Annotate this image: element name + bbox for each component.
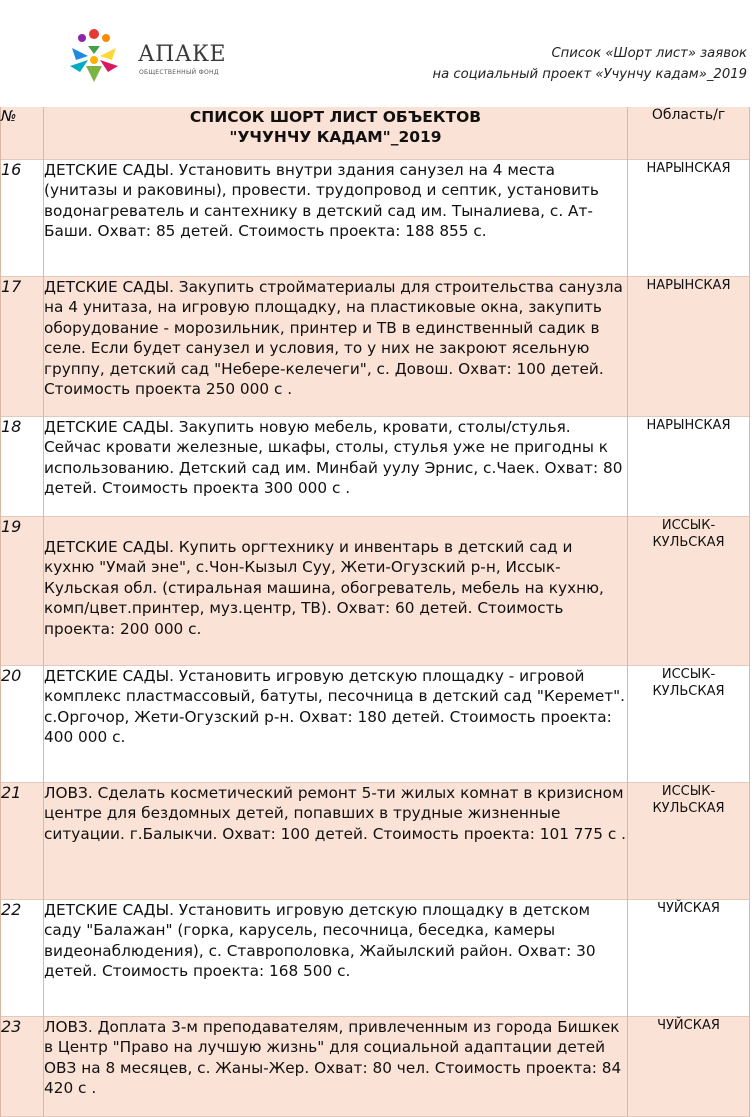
- row-description: ДЕТСКИЕ САДЫ. Установить игровую детскую площадку в детском саду "Балажан" (горка, карусель, песочница, беседка, камеры видеонаблюдения), с. Ставрополовка, Жайылский район. Охват: 30 детей. Стоимость проекта: 168 500 с.: [44, 899, 628, 1016]
- row-number: 22: [1, 899, 44, 1016]
- row-description: ДЕТСКИЕ САДЫ. Купить оргтехнику и инвентарь в детский сад и кухню "Умай эне", с.Чон-Кызыл Суу, Жети-Огузский р-н, Иссык-Кульская обл. (стиральная машина, обогреватель, мебель на кухню, комп/цвет.принтер, муз.центр, ТВ). Охват: 60 детей. Стоимость проекта: 200 000 с.: [44, 516, 628, 665]
- table-row: [1, 159, 750, 276]
- row-region: НАРЫНСКАЯ: [628, 159, 750, 276]
- document-caption-line2: на социальный проект «Учунчу кадам»_2019: [432, 67, 747, 82]
- row-region: НАРЫНСКАЯ: [628, 416, 750, 516]
- row-number: 18: [1, 416, 44, 516]
- row-region: ИССЫК-КУЛЬСКАЯ: [628, 665, 750, 782]
- logo-subtitle: ОБЩЕСТВЕННЫЙ ФОНД: [139, 69, 219, 76]
- table-title-line2: "УЧУНЧУ КАДАМ"_2019: [229, 128, 442, 146]
- table-row: [1, 899, 750, 1016]
- row-description: ДЕТСКИЕ САДЫ. Установить внутри здания санузел на 4 места (унитазы и раковины), провести. трудопровод и септик, установить водонагреватель и сантехнику в детский сад им. Тыналиева, с. Ат-Баши. Охват: 85 детей. Стоимость проекта: 188 855 с.: [44, 159, 628, 276]
- apake-logo: [58, 26, 227, 86]
- row-region: ЧУЙСКАЯ: [628, 899, 750, 1016]
- row-region: ЧУЙСКАЯ: [628, 1016, 750, 1116]
- row-number: 16: [1, 159, 44, 276]
- row-description: ДЕТСКИЕ САДЫ. Закупить новую мебель, кровати, столы/стулья. Сейчас кровати железные, шкафы, столы, стулья уже не пригодны к использованию. Детский сад им. Минбай уулу Эрнис, с.Чаек. Охват: 80 детей. Стоимость проекта 300 000 с .: [44, 416, 628, 516]
- column-header-region: Область/г: [628, 107, 750, 159]
- row-number: 21: [1, 782, 44, 899]
- apake-logo-icon: [58, 26, 130, 86]
- table-header-row: [1, 107, 750, 159]
- logo-title: АПАКЕ: [138, 42, 227, 67]
- shortlist-table: [0, 107, 750, 1117]
- table-row: [1, 516, 750, 665]
- row-region: ИССЫК-КУЛЬСКАЯ: [628, 516, 750, 665]
- table-title-line1: СПИСОК ШОРТ ЛИСТ ОБЪЕКТОВ: [189, 108, 482, 126]
- row-number: 17: [1, 276, 44, 416]
- table-row: [1, 782, 750, 899]
- row-description: ЛОВЗ. Сделать косметический ремонт 5-ти жилых комнат в кризисном центре для бездомных детей, попавших в трудные жизненные ситуации. г.Балыкчи. Охват: 100 детей. Стоимость проекта: 101 775 с .: [44, 782, 628, 899]
- row-number: 19: [1, 516, 44, 665]
- row-number: 23: [1, 1016, 44, 1116]
- table-row: [1, 665, 750, 782]
- row-description: ЛОВЗ. Доплата 3-м преподавателям, привлеченным из города Бишкек в Центр "Право на лучшую жизнь" для социальной адаптации детей ОВЗ на 8 месяцев, с. Жаны-Жер. Охват: 80 чел. Стоимость проекта: 84 420 с .: [44, 1016, 628, 1116]
- table-row: [1, 276, 750, 416]
- document-caption: [432, 43, 747, 85]
- row-region: ИССЫК-КУЛЬСКАЯ: [628, 782, 750, 899]
- document-caption-line1: Список «Шорт лист» заявок: [551, 46, 747, 61]
- table-title: [44, 107, 628, 159]
- row-description: ДЕТСКИЕ САДЫ. Установить игровую детскую площадку - игровой комплекс пластмассовый, батуты, песочница в детский сад "Керемет". с.Оргочор, Жети-Огузский р-н. Охват: 180 детей. Стоимость проекта: 400 000 с.: [44, 665, 628, 782]
- row-description: ДЕТСКИЕ САДЫ. Закупить стройматериалы для строительства санузла на 4 унитаза, на игровую площадку, на пластиковые окна, закупить оборудование - морозильник, принтер и ТВ в единственный садик в селе. Если будет санузел и условия, то у них не закроют ясельную группу, детский сад "Небере-келечеги", с. Довош. Охват: 100 детей. Стоимость проекта 250 000 с .: [44, 276, 628, 416]
- table-row: [1, 416, 750, 516]
- row-region: НАРЫНСКАЯ: [628, 276, 750, 416]
- table-row: [1, 1016, 750, 1116]
- row-number: 20: [1, 665, 44, 782]
- page-header: [0, 0, 755, 104]
- column-header-number: №: [1, 107, 44, 159]
